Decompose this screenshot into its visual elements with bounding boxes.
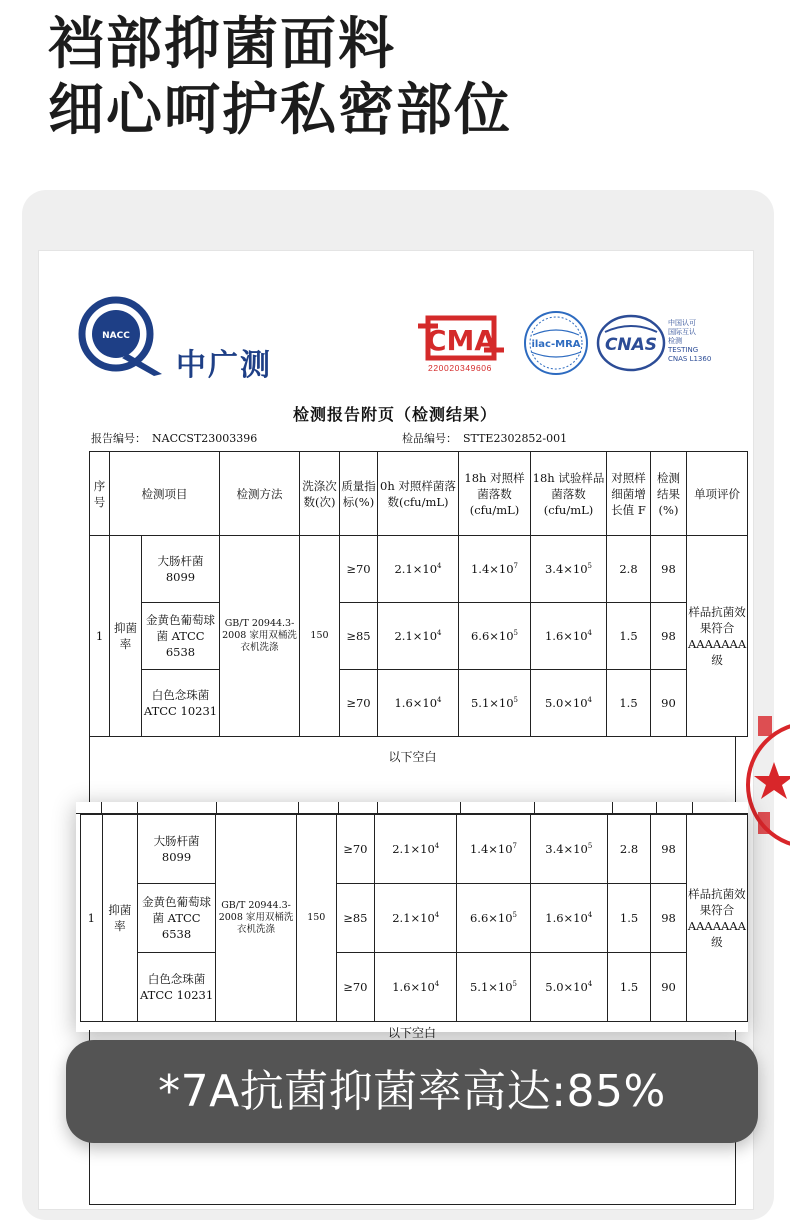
report-number [91,430,257,446]
cell-sample-18h [530,815,607,884]
cell-growth: 1.5 [607,953,650,1022]
cell-method: GB/T 20944.3-2008 家用双桶洗衣机洗涤 [220,536,300,737]
value-base: 5.1×10 [469,980,513,994]
cell-control-0h [375,884,457,953]
value-base: 1.4×10 [469,842,513,856]
value-base: 3.4×10 [545,842,588,856]
header-result: 检测结果(%) [651,452,687,536]
cell-category: 抑菌率 [102,815,137,1022]
zoom-top-divider [76,802,748,814]
cell-result: 98 [651,603,687,670]
header-control-0h: 0h 对照样菌落数(cfu/mL) [378,452,459,536]
cell-growth: 1.5 [607,670,651,737]
red-seal-stamp-icon [752,700,790,870]
value-base: 1.6×10 [392,980,435,994]
sample-number [402,430,567,446]
cell-sample-18h [531,670,607,737]
value-base: 5.0×10 [545,980,588,994]
cell-growth: 1.5 [607,603,651,670]
zoomed-table-card [76,802,748,1040]
table-row [90,670,748,737]
cell-result: 98 [651,815,687,884]
cell-sample-18h [531,603,607,670]
cell-washes: 150 [297,815,336,1022]
header-item: 检测项目 [110,452,220,536]
zoom-divider-tick [338,802,339,814]
value-exponent: 4 [587,696,593,705]
table-row [90,603,748,670]
header-method: 检测方法 [220,452,300,536]
value-base: 3.4×10 [544,562,588,576]
cnas-info-line: 中国认可 [668,319,696,327]
headline-line-1: 裆部抑菌面料 [48,12,396,77]
zoom-divider-tick [137,802,138,814]
cnas-info-line: CNAS L1360 [668,355,712,363]
cell-control-0h [378,536,459,603]
value-base: 6.6×10 [469,911,513,925]
cma-code: 220020349606 [428,363,492,373]
value-exponent: 4 [587,980,593,989]
headline [48,12,512,144]
cell-result: 90 [651,670,687,737]
cnas-info-line: 检测 [668,337,682,345]
value-exponent: 4 [434,842,440,851]
zoom-blank-note: 以下空白 [387,1026,436,1040]
value-base: 2.1×10 [392,911,435,925]
zoom-divider-tick [692,802,693,814]
report-title: 检测报告附页（检测结果） [292,405,497,424]
brand-name: 中广测 [176,348,272,383]
cell-control-18h [459,603,531,670]
cell-control-0h [375,953,457,1022]
blank-area [89,736,736,806]
ilac-mra-logo-icon [523,310,589,376]
cell-control-18h [457,884,530,953]
cell-seq: 1 [81,815,103,1022]
value-exponent: 7 [512,842,517,851]
value-base: 1.4×10 [470,562,514,576]
headline-line-2: 细心呵护私密部位 [48,78,512,143]
value-exponent: 7 [513,562,519,571]
cell-strain: 白色念珠菌 ATCC 10231 [138,953,216,1022]
cnas-info [668,319,711,364]
header-evaluation: 单项评价 [687,452,748,536]
header-sample-18h: 18h 试验样品菌落数(cfu/mL) [531,452,607,536]
cell-quality: ≥85 [340,603,378,670]
cell-method: GB/T 20944.3-2008 家用双桶洗衣机洗涤 [216,815,297,1022]
cell-evaluation: 样品抗菌效果符合AAAAAAA级 [686,815,747,1022]
header-growth: 对照样细菌增长值 F [607,452,651,536]
sample-number-value: STTE2302852-001 [463,432,568,445]
value-base: 6.6×10 [470,629,514,643]
cell-strain: 大肠杆菌 8099 [138,815,216,884]
cell-quality: ≥70 [336,815,375,884]
value-base: 2.1×10 [394,629,438,643]
zoom-divider-tick [460,802,461,814]
zoom-divider-tick [216,802,217,814]
cell-quality: ≥85 [336,884,375,953]
value-base: 1.6×10 [394,696,438,710]
table-header-row [90,452,748,536]
cell-growth: 2.8 [607,536,651,603]
cell-growth: 1.5 [607,884,650,953]
value-base: 5.0×10 [544,696,588,710]
header-control-18h: 18h 对照样菌落数(cfu/mL) [459,452,531,536]
cell-sample-18h [530,884,607,953]
cnas-info-line: TESTING [668,346,699,354]
value-exponent: 4 [434,911,440,920]
cell-strain: 金黄色葡萄球菌 ATCC 6538 [142,603,220,670]
header-washes: 洗涤次数(次) [300,452,340,536]
promo-banner-text: *7A抗菌抑菌率高达:85% [158,1066,666,1117]
cell-seq: 1 [90,536,110,737]
value-exponent: 4 [587,629,593,638]
table-row [81,815,748,884]
cell-quality: ≥70 [340,670,378,737]
cell-growth: 2.8 [607,815,650,884]
nacc-badge-text: NACC [102,331,130,341]
value-exponent: 4 [437,696,442,705]
table-row [81,884,748,953]
cell-strain: 金黄色葡萄球菌 ATCC 6538 [138,884,216,953]
cell-result: 98 [651,884,687,953]
value-exponent: 5 [587,842,593,851]
results-table [89,451,748,737]
nacc-logo-icon [76,296,166,378]
cell-control-18h [459,536,531,603]
cell-control-0h [378,603,459,670]
header-quality: 质量指标(%) [340,452,378,536]
zoom-divider-tick [377,802,378,814]
cell-control-18h [457,815,530,884]
cell-control-0h [378,670,459,737]
cell-washes: 150 [300,536,340,737]
cell-quality: ≥70 [340,536,378,603]
zoom-divider-tick [101,802,102,814]
value-base: 1.6×10 [545,911,588,925]
ilac-text: ilac-MRA [531,339,581,350]
value-exponent: 5 [513,629,519,638]
value-base: 2.1×10 [392,842,435,856]
cell-control-0h [375,815,457,884]
table-row [90,536,748,603]
zoom-divider-tick [298,802,299,814]
cell-control-18h [457,953,530,1022]
cell-result: 98 [651,536,687,603]
promo-banner [66,1040,758,1143]
cell-control-18h [459,670,531,737]
value-exponent: 5 [587,562,593,571]
value-base: 1.6×10 [544,629,588,643]
cnas-logo-icon [597,314,665,372]
cell-strain: 大肠杆菌 8099 [142,536,220,603]
value-exponent: 5 [513,696,519,705]
header-seq: 序号 [90,452,110,536]
value-exponent: 5 [512,911,517,920]
zoomed-results-table [80,814,748,1022]
cell-sample-18h [530,953,607,1022]
zoom-divider-tick [612,802,613,814]
value-exponent: 4 [587,911,593,920]
cma-text: CMA [425,324,497,357]
blank-note: 以下空白 [388,750,437,764]
value-exponent: 5 [512,980,517,989]
cell-result: 90 [651,953,687,1022]
value-exponent: 4 [437,562,442,571]
report-number-label: 报告编号： [91,432,146,445]
value-exponent: 4 [437,629,442,638]
cell-evaluation: 样品抗菌效果符合AAAAAAA级 [687,536,748,737]
value-base: 5.1×10 [470,696,514,710]
zoom-divider-tick [656,802,657,814]
report-number-value: NACCST23003396 [152,432,258,445]
table-row [81,953,748,1022]
sample-number-label: 检品编号： [402,432,457,445]
zoom-divider-tick [534,802,535,814]
cell-quality: ≥70 [336,953,375,1022]
cell-sample-18h [531,536,607,603]
cnas-info-line: 国际互认 [668,328,696,336]
value-base: 2.1×10 [394,562,438,576]
cell-category: 抑菌率 [110,536,142,737]
cnas-text: CNAS [604,335,658,355]
value-exponent: 4 [434,980,440,989]
cell-strain: 白色念珠菌 ATCC 10231 [142,670,220,737]
